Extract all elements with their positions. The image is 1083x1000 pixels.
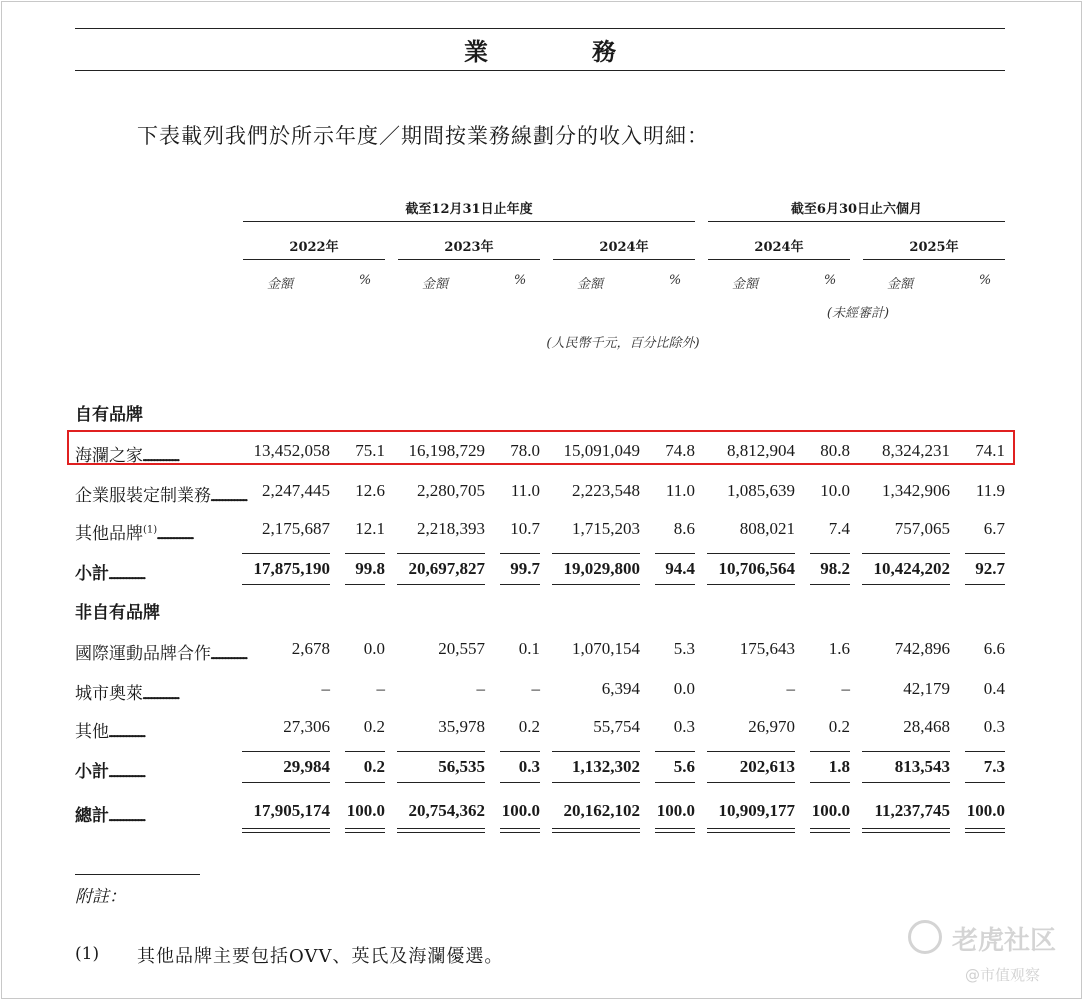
total-double-rule — [965, 832, 1005, 833]
amount-cell: 28,468 — [903, 717, 950, 736]
pct-cell: 11.0 — [510, 481, 540, 500]
pct-cell: 10.7 — [510, 519, 540, 538]
amount-cell: 8,324,231 — [882, 441, 950, 460]
footnote-ref: (1) — [143, 524, 158, 536]
amount-header: 金額 — [421, 277, 448, 292]
row-label-text: 總計 — [75, 806, 109, 826]
subtotal-rule — [345, 782, 385, 783]
pct-cell: – — [376, 679, 385, 698]
watermark-logo-icon — [908, 920, 942, 954]
amount-cell: 20,754,362 — [408, 801, 485, 820]
total-double-rule — [552, 832, 640, 833]
leader-dots: ．．．．．．．．．．．．．．．．．．．．．．．． — [143, 684, 186, 704]
sum-rule — [242, 553, 330, 554]
amount-cell: 1,132,302 — [572, 757, 640, 776]
pct-header: % — [823, 273, 837, 288]
amount-cell: 29,984 — [283, 757, 330, 776]
pct-cell: 0.4 — [983, 679, 1005, 698]
leader-dots: ．．．．．．．．．．．．．．．．．．．．．．．． — [211, 644, 254, 664]
amount-cell: 2,175,687 — [262, 519, 330, 538]
unaudited-note: (未經審計) — [826, 306, 890, 321]
amount-header: 金額 — [576, 277, 603, 292]
amount-cell: 42,179 — [903, 679, 950, 698]
sum-rule — [965, 751, 1005, 752]
note-number: (1) — [75, 944, 100, 964]
total-double-rule — [345, 828, 385, 829]
pct-cell: 6.6 — [983, 639, 1005, 658]
header-six-months: 截至6月30日止六個月 — [790, 202, 923, 217]
pct-cell: 78.0 — [510, 441, 540, 460]
row-label-text: 其他 — [75, 722, 109, 742]
pct-header: % — [513, 273, 527, 288]
amount-cell: 742,896 — [894, 639, 950, 658]
pct-cell: 92.7 — [975, 559, 1005, 578]
subtotal-rule — [862, 584, 950, 585]
amount-cell: 56,535 — [438, 757, 485, 776]
sum-rule — [655, 553, 695, 554]
pct-cell: 5.6 — [673, 757, 695, 776]
row-label — [75, 679, 227, 704]
sum-rule — [810, 553, 850, 554]
period-header: 2022年 — [289, 240, 339, 255]
row-label-text: 其他品牌 — [75, 524, 143, 544]
pct-cell: 7.3 — [983, 757, 1005, 776]
sum-rule — [707, 751, 795, 752]
unit-note: (人民幣千元，百分比除外) — [546, 336, 700, 351]
amount-cell: 813,543 — [894, 757, 950, 776]
pct-cell: 0.0 — [363, 639, 385, 658]
amount-header: 金額 — [886, 277, 913, 292]
amount-cell: 17,905,174 — [253, 801, 330, 820]
total-double-rule — [707, 828, 795, 829]
leader-dots: ．．．．．．．．．．．．．．．．．．．．．．．． — [211, 486, 254, 506]
sum-rule — [345, 751, 385, 752]
amount-header: 金額 — [266, 277, 293, 292]
pct-cell: 0.3 — [518, 757, 540, 776]
pct-cell: 1.8 — [828, 757, 850, 776]
period-rule — [553, 259, 695, 260]
period-rule — [708, 259, 850, 260]
row-label-text: 企業服裝定制業務 — [75, 486, 211, 506]
amount-cell: 808,021 — [739, 519, 795, 538]
heading-rule-top — [75, 28, 1005, 29]
pct-cell: 75.1 — [355, 441, 385, 460]
subtotal-rule — [965, 584, 1005, 585]
sum-rule — [397, 751, 485, 752]
sum-rule — [655, 751, 695, 752]
notes-title: 附註： — [75, 887, 126, 907]
pct-cell: 100.0 — [656, 801, 695, 820]
intro-text: 下表載列我們於所示年度／期間按業務線劃分的收入明細： — [137, 124, 709, 148]
section-title: 非自有品牌 — [75, 603, 160, 623]
amount-cell: 10,424,202 — [873, 559, 950, 578]
total-double-rule — [552, 828, 640, 829]
pct-cell: 100.0 — [346, 801, 385, 820]
leader-dots: ．．．．．．．．．．．．．．．．．．．．．．．． — [109, 564, 152, 584]
amount-cell: 55,754 — [593, 717, 640, 736]
amount-cell: 20,162,102 — [563, 801, 640, 820]
total-double-rule — [810, 832, 850, 833]
pct-cell: – — [531, 679, 540, 698]
subtotal-rule — [397, 782, 485, 783]
amount-cell: 2,223,548 — [572, 481, 640, 500]
amount-cell: 17,875,190 — [253, 559, 330, 578]
subtotal-rule — [552, 782, 640, 783]
notes-rule — [75, 874, 200, 875]
row-label — [75, 757, 227, 782]
subtotal-rule — [810, 782, 850, 783]
total-double-rule — [965, 828, 1005, 829]
subtotal-rule — [500, 584, 540, 585]
pct-cell: 98.2 — [820, 559, 850, 578]
pct-cell: 74.1 — [975, 441, 1005, 460]
amount-cell: 19,029,800 — [563, 559, 640, 578]
amount-cell: 1,085,639 — [727, 481, 795, 500]
sum-rule — [500, 553, 540, 554]
pct-cell: 74.8 — [665, 441, 695, 460]
sum-rule — [810, 751, 850, 752]
pct-cell: 80.8 — [820, 441, 850, 460]
pct-cell: 1.6 — [828, 639, 850, 658]
period-header: 2024年 — [754, 240, 804, 255]
highlight-box — [67, 430, 1015, 465]
period-rule — [863, 259, 1005, 260]
total-double-rule — [707, 832, 795, 833]
total-double-rule — [500, 828, 540, 829]
amount-cell: 20,557 — [438, 639, 485, 658]
amount-cell: 10,909,177 — [718, 801, 795, 820]
sum-rule — [965, 553, 1005, 554]
pct-cell: 100.0 — [811, 801, 850, 820]
period-header: 2023年 — [444, 240, 494, 255]
subtotal-rule — [707, 584, 795, 585]
pct-cell: 12.6 — [355, 481, 385, 500]
total-double-rule — [397, 828, 485, 829]
subtotal-rule — [500, 782, 540, 783]
amount-cell: 35,978 — [438, 717, 485, 736]
amount-cell: 1,715,203 — [572, 519, 640, 538]
header-rule-year-end — [243, 221, 695, 222]
total-double-rule — [345, 832, 385, 833]
amount-cell: 2,280,705 — [417, 481, 485, 500]
subtotal-rule — [862, 782, 950, 783]
subtotal-rule — [965, 782, 1005, 783]
total-double-rule — [810, 828, 850, 829]
amount-cell: 6,394 — [601, 679, 640, 698]
amount-cell: 15,091,049 — [563, 441, 640, 460]
period-rule — [398, 259, 540, 260]
subtotal-rule — [655, 584, 695, 585]
sum-rule — [345, 553, 385, 554]
subtotal-rule — [345, 584, 385, 585]
pct-header: % — [668, 273, 682, 288]
amount-cell: 1,342,906 — [882, 481, 950, 500]
leader-dots: ．．．．．．．．．．．．．．．．．．．．．．．． — [109, 762, 152, 782]
pct-cell: 7.4 — [828, 519, 850, 538]
amount-cell: 27,306 — [283, 717, 330, 736]
amount-cell: 1,070,154 — [572, 639, 640, 658]
pct-cell: 100.0 — [966, 801, 1005, 820]
subtotal-rule — [242, 584, 330, 585]
sum-rule — [552, 553, 640, 554]
row-label — [75, 717, 227, 742]
sum-rule — [552, 751, 640, 752]
amount-cell: 757,065 — [894, 519, 950, 538]
pct-cell: 11.9 — [975, 481, 1005, 500]
amount-cell: 16,198,729 — [408, 441, 485, 460]
amount-cell: – — [476, 679, 485, 698]
pct-header: % — [358, 273, 372, 288]
amount-cell: 202,613 — [739, 757, 795, 776]
total-double-rule — [500, 832, 540, 833]
sum-rule — [397, 553, 485, 554]
row-label-text: 城市奧萊 — [75, 684, 143, 704]
pct-cell: 6.7 — [983, 519, 1005, 538]
row-label — [75, 519, 227, 544]
header-year-end: 截至12月31日止年度 — [405, 202, 533, 217]
pct-cell: 0.2 — [363, 717, 385, 736]
heading-rule-bottom — [75, 70, 1005, 71]
total-double-rule — [862, 832, 950, 833]
section-title: 自有品牌 — [75, 405, 143, 425]
amount-cell: – — [786, 679, 795, 698]
pct-cell: 94.4 — [665, 559, 695, 578]
subtotal-rule — [707, 782, 795, 783]
pct-cell: 0.2 — [518, 717, 540, 736]
row-label-text: 小計 — [75, 762, 109, 782]
row-label-text: 國際運動品牌合作 — [75, 644, 211, 664]
note-text: 其他品牌主要包括OVV、英氏及海瀾優選。 — [137, 946, 504, 967]
leader-dots: ．．．．．．．．．．．．．．．．．．．．．．．． — [143, 446, 186, 466]
section-heading: 業 務 — [464, 37, 656, 66]
amount-cell: – — [321, 679, 330, 698]
total-double-rule — [397, 832, 485, 833]
pct-header: % — [978, 273, 992, 288]
subtotal-rule — [810, 584, 850, 585]
pct-cell: 0.3 — [983, 717, 1005, 736]
amount-cell: 175,643 — [739, 639, 795, 658]
amount-cell: 8,812,904 — [727, 441, 795, 460]
amount-cell: 11,237,745 — [874, 801, 950, 820]
leader-dots: ．．．．．．．．．．．．．．．．．．．．．．．． — [109, 722, 152, 742]
row-label — [75, 639, 254, 664]
pct-cell: 99.7 — [510, 559, 540, 578]
pct-cell: – — [841, 679, 850, 698]
row-label — [75, 559, 227, 584]
subtotal-rule — [397, 584, 485, 585]
sum-rule — [242, 751, 330, 752]
header-rule-six-months — [708, 221, 1005, 222]
pct-cell: 100.0 — [501, 801, 540, 820]
sum-rule — [862, 751, 950, 752]
pct-cell: 12.1 — [355, 519, 385, 538]
period-header: 2025年 — [909, 240, 959, 255]
subtotal-rule — [552, 584, 640, 585]
row-label-text: 小計 — [75, 564, 109, 584]
watermark-handle: @市值观察 — [965, 966, 1041, 984]
pct-cell: 0.2 — [363, 757, 385, 776]
pct-cell: 0.1 — [518, 639, 540, 658]
amount-cell: 20,697,827 — [408, 559, 485, 578]
subtotal-rule — [655, 782, 695, 783]
pct-cell: 99.8 — [355, 559, 385, 578]
sum-rule — [707, 553, 795, 554]
total-double-rule — [655, 828, 695, 829]
amount-cell: 2,218,393 — [417, 519, 485, 538]
amount-cell: 2,678 — [291, 639, 330, 658]
row-label — [75, 481, 254, 506]
amount-cell: 10,706,564 — [718, 559, 795, 578]
total-double-rule — [862, 828, 950, 829]
watermark-brand: 老虎社区 — [952, 926, 1057, 956]
pct-cell: 5.3 — [673, 639, 695, 658]
total-double-rule — [242, 832, 330, 833]
amount-cell: 2,247,445 — [262, 481, 330, 500]
row-label-text: 海瀾之家 — [75, 446, 143, 466]
pct-cell: 8.6 — [673, 519, 695, 538]
pct-cell: 0.2 — [828, 717, 850, 736]
period-rule — [243, 259, 385, 260]
total-double-rule — [655, 832, 695, 833]
sum-rule — [862, 553, 950, 554]
amount-cell: 26,970 — [748, 717, 795, 736]
amount-cell: 13,452,058 — [253, 441, 330, 460]
total-label — [75, 801, 227, 826]
leader-dots: ．．．．．．．．．．．．．．．．．．．．．．．． — [157, 524, 201, 544]
sum-rule — [500, 751, 540, 752]
amount-header: 金額 — [731, 277, 758, 292]
pct-cell: 0.0 — [673, 679, 695, 698]
pct-cell: 0.3 — [673, 717, 695, 736]
total-double-rule — [242, 828, 330, 829]
pct-cell: 11.0 — [665, 481, 695, 500]
period-header: 2024年 — [599, 240, 649, 255]
pct-cell: 10.0 — [820, 481, 850, 500]
subtotal-rule — [242, 782, 330, 783]
leader-dots: ．．．．．．．．．．．．．．．．．．．．．．．． — [109, 806, 152, 826]
